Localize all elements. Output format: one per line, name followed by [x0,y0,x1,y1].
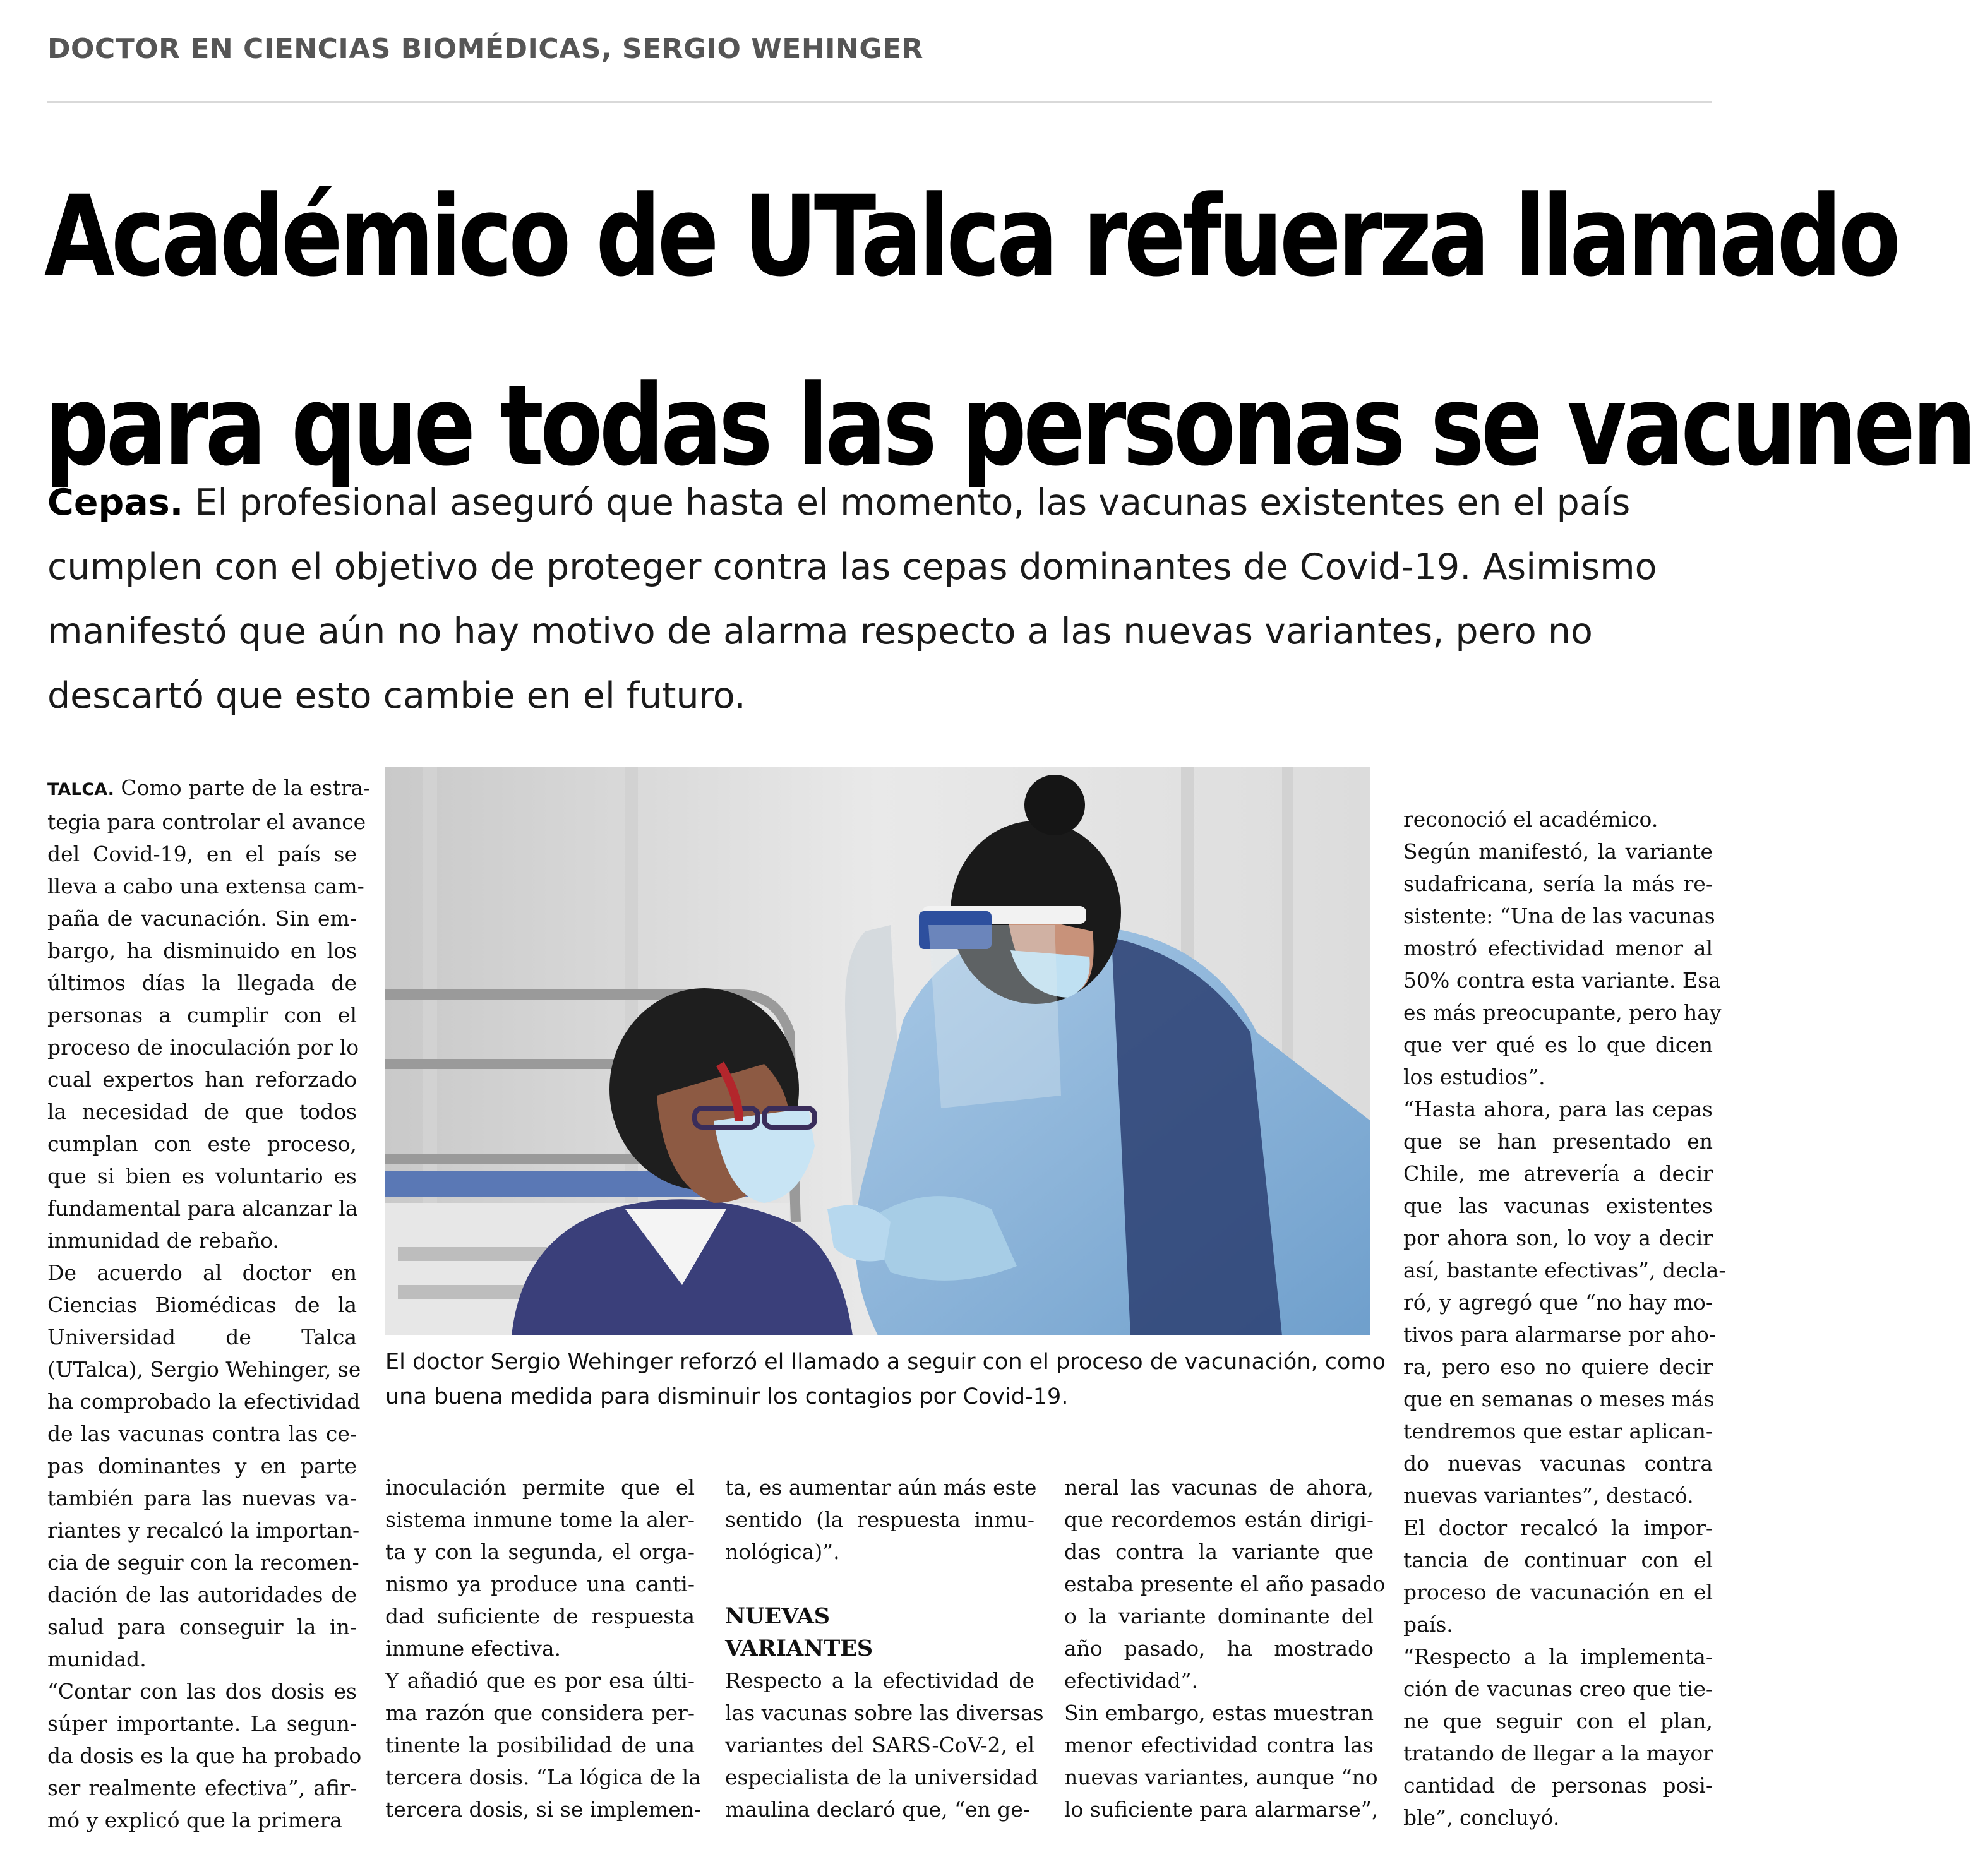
text-line: últimos días la llegada de [47,971,357,995]
headline-line-2: para que todas las personas se vacunen [44,361,1973,491]
text-line: das contra la variante que [1064,1539,1374,1564]
text-line: así, bastante efectivas”, decla- [1403,1258,1726,1282]
text-line: que ver qué es lo que dicen [1403,1032,1713,1057]
text-line: ser realmente efectiva”, afir- [47,1776,357,1800]
body-column-3 [725,1471,1044,1825]
text-line: ha comprobado la efectividad [47,1389,361,1414]
text-line: personas a cumplir con el [47,1003,357,1027]
text-line: Chile, me atrevería a decir [1403,1161,1713,1186]
text-line: cual expertos han reforzado [47,1067,357,1092]
text-line: bargo, ha disminuido en los [47,938,357,963]
text-line: sudafricana, sería la más re- [1403,871,1713,896]
text-line: año pasado, ha mostrado [1064,1636,1374,1661]
text-line: ne que seguir con el plan, [1403,1709,1713,1733]
text-line: tercera dosis. “La lógica de la [385,1765,701,1789]
subheading: VARIANTES [725,1635,873,1661]
subheading: NUEVAS [725,1603,831,1629]
body-column-1 [47,772,371,1836]
text-line: riantes y recalcó la importan- [47,1518,360,1543]
lede-line-3: manifestó que aún no hay motivo de alarma respecto a las nuevas variantes, pero no [47,611,1593,652]
text-line: que en semanas o meses más [1403,1387,1715,1411]
text-line: sistema inmune tome la aler- [385,1507,695,1532]
text-line: variantes del SARS-CoV-2, el [725,1733,1034,1757]
text-line: ción de vacunas creo que tie- [1403,1676,1713,1701]
text-line: que si bien es voluntario es [47,1164,357,1188]
text-line: del Covid-19, en el país se [47,842,357,866]
text-line: munidad. [47,1647,147,1671]
text-line: tegia para controlar el avance [47,810,366,834]
text-line: menor efectividad contra las [1064,1733,1374,1757]
text-line: país. [1403,1612,1453,1637]
text-line: Ciencias Biomédicas de la [47,1293,357,1317]
text-line: tivos para alarmarse por aho- [1403,1322,1717,1347]
text-line: “Hasta ahora, para las cepas [1403,1097,1713,1121]
headline-line-1: Académico de UTalca refuerza llamado [44,172,1898,301]
text-line: inmunidad de rebaño. [47,1228,279,1253]
text-line: ra, pero eso no quiere decir [1403,1354,1713,1379]
kicker: DOCTOR EN CIENCIAS BIOMÉDICAS, SERGIO WEHINGER [47,33,923,65]
text-line: ta y con la segunda, el orga- [385,1539,695,1564]
text-line: El doctor recalcó la impor- [1403,1515,1713,1540]
text-line: (UTalca), Sergio Wehinger, se [47,1357,361,1382]
lede-line-2: cumplen con el objetivo de proteger contra las cepas dominantes de Covid-19. Asimismo [47,546,1657,588]
text-line: sentido (la respuesta inmu- [725,1507,1034,1532]
headline [44,142,1973,521]
text-line: también para las nuevas va- [47,1486,357,1510]
text-line: es más preocupante, pero hay [1403,1000,1722,1025]
text-line: Y añadió que es por esa últi- [385,1668,695,1693]
text-line: los estudios”. [1403,1065,1545,1089]
dateline: TALCA. [47,780,114,799]
text-line: cumplan con este proceso, [47,1132,357,1156]
text-line: efectividad”. [1064,1668,1199,1693]
text-line: inmune efectiva. [385,1636,561,1661]
text-line: que recordemos están dirigi- [1064,1507,1374,1532]
text-line: mó y explicó que la primera [47,1808,342,1832]
text-line: reconoció el académico. [1403,807,1658,832]
body-column-2 [385,1471,702,1825]
text-line: 50% contra esta variante. Esa [1403,968,1721,993]
text-line: por ahora son, lo voy a decir [1403,1226,1713,1250]
text-line: proceso de vacunación en el [1403,1580,1713,1604]
text-line: Según manifestó, la variante [1403,839,1713,864]
text-line: dad suficiente de respuesta [385,1604,695,1628]
text-line: do nuevas vacunas contra [1403,1451,1713,1476]
text-line: salud para conseguir la in- [47,1615,357,1639]
lede-text-1: El profesional aseguró que hasta el momento, las vacunas existentes en el país [195,482,1631,523]
lede [47,470,1721,728]
text-line: paña de vacunación. Sin em- [47,906,357,931]
text-line: De acuerdo al doctor en [47,1260,357,1285]
text-line: cia de seguir con la recomen- [47,1550,359,1575]
text-line: Respecto a la efectividad de [725,1668,1034,1693]
text-line: ble”, concluyó. [1403,1805,1560,1830]
text-line: tancia de continuar con el [1403,1548,1713,1572]
text-line: tendremos que estar aplican- [1403,1419,1713,1443]
text-line: mostró efectividad menor al [1403,936,1713,960]
text-line: lo suficiente para alarmarse”, [1064,1797,1379,1822]
text-line: nuevas variantes, aunque “no [1064,1765,1378,1789]
lede-line-4: descartó que esto cambie en el futuro. [47,675,746,717]
vaccination-photo-illustration [385,767,1370,1335]
text-line: que se han presentado en [1403,1129,1713,1154]
text-line: fundamental para alcanzar la [47,1196,358,1221]
text-line: lleva a cabo una extensa cam- [47,874,364,899]
text-line: especialista de la universidad [725,1765,1038,1789]
text-line: súper importante. La segun- [47,1711,357,1736]
text-line: Universidad de Talca [47,1325,357,1349]
text-line: “Respecto a la implementa- [1403,1644,1713,1669]
text-line: las vacunas sobre las diversas [725,1700,1044,1725]
text-line: la necesidad de que todos [47,1099,357,1124]
text-line: ma razón que considera per- [385,1700,695,1725]
text-line: proceso de inoculación por lo [47,1035,359,1060]
text-line: tratando de llegar a la mayor [1403,1741,1713,1765]
text-line: da dosis es la que ha probado [47,1743,362,1768]
lede-line-1 [47,470,1721,535]
text-line: “Contar con las dos dosis es [47,1679,357,1704]
text-line: sistente: “Una de las vacunas [1403,904,1715,928]
text-line: pas dominantes y en parte [47,1454,357,1478]
text-line: de las vacunas contra las ce- [47,1421,357,1446]
divider [47,101,1712,103]
body-column-5 [1403,803,1726,1834]
text-line: estaba presente el año pasado [1064,1572,1386,1596]
caption-line-2: una buena medida para disminuir los contagios por Covid-19. [385,1384,1069,1409]
text-line: ta, es aumentar aún más este [725,1475,1037,1500]
text-line: tercera dosis, si se implemen- [385,1797,702,1822]
text-line: nológica)”. [725,1539,840,1564]
text-line: que las vacunas existentes [1403,1193,1713,1218]
text-line: inoculación permite que el [385,1475,695,1500]
article-photo [385,767,1370,1335]
text-line: maulina declaró que, “en ge- [725,1797,1031,1822]
text-line: neral las vacunas de ahora, [1064,1475,1374,1500]
text-line: o la variante dominante del [1064,1604,1374,1628]
text-line: nismo ya produce una canti- [385,1572,695,1596]
text-line: dación de las autoridades de [47,1582,357,1607]
spacer [725,1568,1034,1600]
photo-caption [385,1345,1386,1414]
text-line: ró, y agregó que “no hay mo- [1403,1290,1713,1315]
text-line: TALCA. Como parte de la estra- [47,775,371,800]
body-column-4 [1064,1471,1386,1825]
caption-line-1: El doctor Sergio Wehinger reforzó el llamado a seguir con el proceso de vacunación, como [385,1349,1386,1375]
text-line: nuevas variantes”, destacó. [1403,1483,1694,1508]
text-line: Sin embargo, estas muestran [1064,1700,1374,1725]
text-line: cantidad de personas posi- [1403,1773,1713,1798]
text-line: tinente la posibilidad de una [385,1733,695,1757]
lede-tag: Cepas. [47,482,184,523]
